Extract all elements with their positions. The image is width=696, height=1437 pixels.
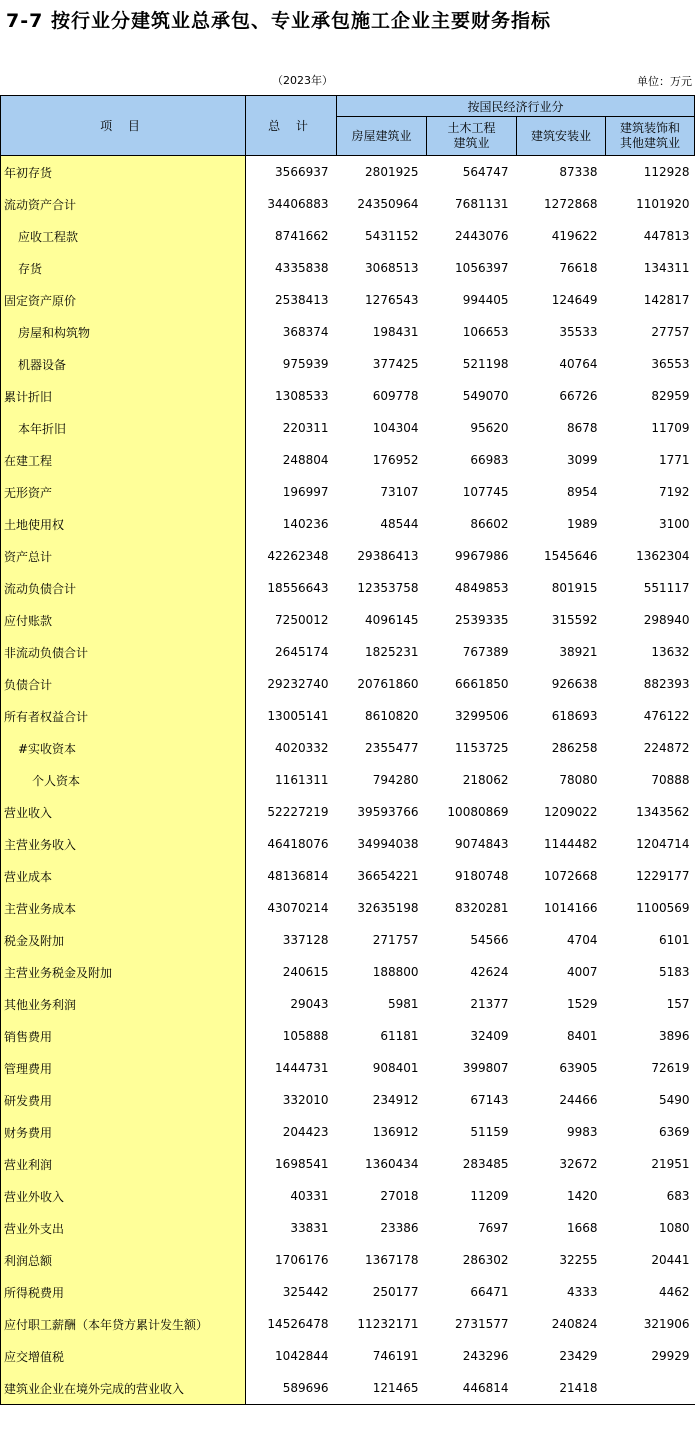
cell-value: 42624: [470, 965, 509, 979]
cell-value: 447813: [643, 229, 690, 243]
cell-value: 54566: [470, 933, 509, 947]
cell-value: 1209022: [544, 805, 598, 819]
table-row: [1, 412, 695, 444]
cell-value: 377425: [372, 357, 419, 371]
cell-value: 61181: [380, 1029, 419, 1043]
cell-value: 13005141: [267, 709, 329, 723]
cell-value: 32635198: [357, 901, 419, 915]
cell-value: 250177: [372, 1285, 419, 1299]
row-label: 房屋和构筑物: [1, 316, 246, 348]
cell-value: 3896: [658, 1029, 690, 1043]
cell-value: 95620: [470, 421, 509, 435]
cell-value: 1080: [658, 1221, 690, 1235]
cell-value: 11709: [651, 421, 690, 435]
cell-value: 794280: [372, 773, 419, 787]
row-label: 营业外支出: [1, 1212, 246, 1244]
cell-value: 29043: [290, 997, 329, 1011]
cell-value: 12353758: [357, 581, 419, 595]
table-row: [1, 476, 695, 508]
cell-value: 105888: [282, 1029, 329, 1043]
cell-value: 234912: [372, 1093, 419, 1107]
cell-value: 104304: [372, 421, 419, 435]
cell-value: 63905: [559, 1061, 598, 1075]
table-row: [1, 1372, 695, 1405]
cell-value: 4007: [566, 965, 598, 979]
cell-value: 18556643: [267, 581, 329, 595]
cell-value: 29929: [651, 1349, 690, 1363]
row-label: 流动负债合计: [1, 572, 246, 604]
row-label: 非流动负债合计: [1, 636, 246, 668]
cell-value: 14526478: [267, 1317, 329, 1331]
cell-value: 121465: [337, 1372, 427, 1405]
cell-value: 1706176: [275, 1253, 329, 1267]
cell-value: 5981: [387, 997, 419, 1011]
row-label: 其他业务利润: [1, 988, 246, 1020]
cell-value: 3099: [566, 453, 598, 467]
cell-value: 27757: [651, 325, 690, 339]
cell-value: 4333: [566, 1285, 598, 1299]
cell-value: 1362304: [636, 549, 690, 563]
row-label: 资产总计: [1, 540, 246, 572]
row-label: 营业成本: [1, 860, 246, 892]
table-header: [1, 96, 695, 156]
cell-value: 29232740: [267, 677, 329, 691]
header-line: 建筑业: [453, 136, 490, 150]
column-header-building: [337, 117, 427, 156]
cell-value: 220311: [282, 421, 329, 435]
header-line: 土木工程: [447, 121, 496, 135]
cell-value: 9967986: [455, 549, 509, 563]
cell-value: 9983: [566, 1125, 598, 1139]
column-header-decoration-other: [606, 117, 695, 156]
cell-value: 9074843: [455, 837, 509, 851]
table-row: [1, 1148, 695, 1180]
cell-value: 551117: [643, 581, 690, 595]
row-label: 存货: [1, 252, 246, 284]
cell-value: 43070214: [267, 901, 329, 915]
cell-value: 926638: [551, 677, 598, 691]
cell-value: 142817: [643, 293, 690, 307]
cell-value: 20761860: [357, 677, 419, 691]
cell-value: 1014166: [544, 901, 598, 915]
cell-value: 21951: [651, 1157, 690, 1171]
cell-value: 66726: [559, 389, 598, 403]
cell-value: 1825231: [365, 645, 419, 659]
cell-value: 446814: [427, 1372, 517, 1405]
cell-value: 1343562: [636, 805, 690, 819]
cell-value: 1204714: [636, 837, 690, 851]
cell-value: 48544: [380, 517, 419, 531]
cell-value: 975939: [282, 357, 329, 371]
row-label: 所得税费用: [1, 1276, 246, 1308]
cell-value: 2539335: [455, 613, 509, 627]
row-label: 营业外收入: [1, 1180, 246, 1212]
cell-value: 5183: [658, 965, 690, 979]
row-label: #实收资本: [1, 732, 246, 764]
row-label: 主营业务成本: [1, 892, 246, 924]
cell-value: 4020332: [275, 741, 329, 755]
table-row: [1, 700, 695, 732]
cell-value: 66983: [470, 453, 509, 467]
row-label: 营业利润: [1, 1148, 246, 1180]
cell-value: 107745: [462, 485, 509, 499]
cell-value: 188800: [372, 965, 419, 979]
cell-value: 176952: [372, 453, 419, 467]
cell-value: 11209: [470, 1189, 509, 1203]
row-label: 营业收入: [1, 796, 246, 828]
cell-value: 1308533: [275, 389, 329, 403]
cell-value: 8678: [566, 421, 598, 435]
cell-value: 23429: [559, 1349, 598, 1363]
cell-value: 7192: [658, 485, 690, 499]
table-row: [1, 188, 695, 220]
cell-value: 10080869: [447, 805, 509, 819]
cell-value: 2731577: [455, 1317, 509, 1331]
row-label: 管理费用: [1, 1052, 246, 1084]
table-row: [1, 860, 695, 892]
cell-value: 5490: [658, 1093, 690, 1107]
cell-value: 33831: [290, 1221, 329, 1235]
cell-value: 1072668: [544, 869, 598, 883]
header-line: 其他建筑业: [620, 136, 681, 150]
row-label: 机器设备: [1, 348, 246, 380]
row-label: 利润总额: [1, 1244, 246, 1276]
row-label: 主营业务收入: [1, 828, 246, 860]
row-label: 应付账款: [1, 604, 246, 636]
cell-value: 4335838: [275, 261, 329, 275]
cell-value: 1444731: [275, 1061, 329, 1075]
cell-value: 419622: [551, 229, 598, 243]
page-title: 7-7 按行业分建筑业总承包、专业承包施工企业主要财务指标: [6, 10, 551, 32]
cell-value: 106653: [462, 325, 509, 339]
cell-value: 82959: [651, 389, 690, 403]
cell-value: 32255: [559, 1253, 598, 1267]
cell-value: 86602: [470, 517, 509, 531]
cell-value: 198431: [372, 325, 419, 339]
cell-value: 2355477: [365, 741, 419, 755]
cell-value: 67143: [470, 1093, 509, 1107]
cell-value: 76618: [559, 261, 598, 275]
row-label: 应收工程款: [1, 220, 246, 252]
table-row: [1, 1244, 695, 1276]
row-label: 所有者权益合计: [1, 700, 246, 732]
cell-value: 78080: [559, 773, 598, 787]
cell-value: 40331: [290, 1189, 329, 1203]
cell-value: 46418076: [267, 837, 329, 851]
cell-value: 2645174: [275, 645, 329, 659]
cell-value: 8610820: [365, 709, 419, 723]
cell-value: 42262348: [267, 549, 329, 563]
cell-value: 21418: [517, 1372, 606, 1405]
cell-value: 24350964: [357, 197, 419, 211]
table-row: [1, 764, 695, 796]
cell-value: 321906: [643, 1317, 690, 1331]
cell-value: 87338: [559, 165, 598, 179]
row-label: 本年折旧: [1, 412, 246, 444]
table-row: [1, 444, 695, 476]
table-row: [1, 1212, 695, 1244]
cell-value: 3068513: [365, 261, 419, 275]
cell-value: 9180748: [455, 869, 509, 883]
cell-value: [606, 1372, 695, 1405]
cell-value: 399807: [462, 1061, 509, 1075]
cell-value: 521198: [462, 357, 509, 371]
cell-value: 332010: [282, 1093, 329, 1107]
cell-value: 3100: [658, 517, 690, 531]
cell-value: 11232171: [357, 1317, 419, 1331]
cell-value: 2538413: [275, 293, 329, 307]
cell-value: 6101: [658, 933, 690, 947]
cell-value: 286302: [462, 1253, 509, 1267]
cell-value: 801915: [551, 581, 598, 595]
cell-value: 48136814: [267, 869, 329, 883]
cell-value: 3566937: [275, 165, 329, 179]
table-row: [1, 1276, 695, 1308]
table-row: [1, 828, 695, 860]
cell-value: 283485: [462, 1157, 509, 1171]
table-row: [1, 252, 695, 284]
table-row: [1, 508, 695, 540]
cell-value: 609778: [372, 389, 419, 403]
cell-value: 476122: [643, 709, 690, 723]
cell-value: 298940: [643, 613, 690, 627]
table-row: [1, 156, 695, 189]
cell-value: 1056397: [455, 261, 509, 275]
cell-value: 1545646: [544, 549, 598, 563]
unit-label: 单位：万元: [637, 75, 692, 88]
cell-value: 767389: [462, 645, 509, 659]
cell-value: 7697: [477, 1221, 509, 1235]
cell-value: 1100569: [636, 901, 690, 915]
cell-value: 882393: [643, 677, 690, 691]
row-label: 财务费用: [1, 1116, 246, 1148]
cell-value: 248804: [282, 453, 329, 467]
cell-value: 5431152: [365, 229, 419, 243]
cell-value: 38921: [559, 645, 598, 659]
table-row: [1, 732, 695, 764]
cell-value: 136912: [372, 1125, 419, 1139]
cell-value: 618693: [551, 709, 598, 723]
cell-value: 34994038: [357, 837, 419, 851]
table-row: [1, 348, 695, 380]
cell-value: 196997: [282, 485, 329, 499]
row-label: 在建工程: [1, 444, 246, 476]
header-line: 建筑装饰和: [620, 121, 681, 135]
cell-value: 70888: [651, 773, 690, 787]
row-label: 累计折旧: [1, 380, 246, 412]
cell-value: 72619: [651, 1061, 690, 1075]
cell-value: 13632: [651, 645, 690, 659]
cell-value: 1668: [566, 1221, 598, 1235]
cell-value: 124649: [551, 293, 598, 307]
table-row: [1, 380, 695, 412]
row-label: 无形资产: [1, 476, 246, 508]
year-label: （2023年）: [272, 74, 333, 87]
table-row: [1, 924, 695, 956]
cell-value: 157: [666, 997, 690, 1011]
column-header-civil-engineering: [427, 117, 517, 156]
cell-value: 4462: [658, 1285, 690, 1299]
cell-value: 23386: [380, 1221, 419, 1235]
cell-value: 1698541: [275, 1157, 329, 1171]
table-row: [1, 220, 695, 252]
table-row: [1, 1020, 695, 1052]
table-row: [1, 1340, 695, 1372]
row-label: 建筑业企业在境外完成的营业收入: [1, 1372, 246, 1405]
cell-value: 325442: [282, 1285, 329, 1299]
table-row: [1, 892, 695, 924]
cell-value: 52227219: [267, 805, 329, 819]
cell-value: 286258: [551, 741, 598, 755]
cell-value: 8954: [566, 485, 598, 499]
cell-value: 7681131: [455, 197, 509, 211]
cell-value: 271757: [372, 933, 419, 947]
column-header-installation: [517, 117, 606, 156]
cell-value: 240615: [282, 965, 329, 979]
cell-value: 4704: [566, 933, 598, 947]
cell-value: 337128: [282, 933, 329, 947]
row-label: 应付职工薪酬（本年贷方累计发生额）: [1, 1308, 246, 1340]
column-header-total: 总 计: [246, 96, 337, 156]
cell-value: 3299506: [455, 709, 509, 723]
cell-value: 6369: [658, 1125, 690, 1139]
table-body: [1, 156, 695, 1405]
row-label: 年初存货: [1, 156, 246, 189]
cell-value: 1042844: [275, 1349, 329, 1363]
cell-value: 2801925: [365, 165, 419, 179]
row-label: 个人资本: [1, 764, 246, 796]
cell-value: 243296: [462, 1349, 509, 1363]
row-label: 税金及附加: [1, 924, 246, 956]
cell-value: 66471: [470, 1285, 509, 1299]
cell-value: 8401: [566, 1029, 598, 1043]
row-label: 销售费用: [1, 1020, 246, 1052]
cell-value: 218062: [462, 773, 509, 787]
table-row: [1, 540, 695, 572]
cell-value: 1360434: [365, 1157, 419, 1171]
cell-value: 589696: [246, 1372, 337, 1405]
cell-value: 140236: [282, 517, 329, 531]
table-row: [1, 316, 695, 348]
row-label: 研发费用: [1, 1084, 246, 1116]
cell-value: 1144482: [544, 837, 598, 851]
cell-value: 32409: [470, 1029, 509, 1043]
column-group-header: 按国民经济行业分: [337, 96, 695, 117]
cell-value: 51159: [470, 1125, 509, 1139]
cell-value: 4096145: [365, 613, 419, 627]
cell-value: 8320281: [455, 901, 509, 915]
cell-value: 1229177: [636, 869, 690, 883]
row-label: 土地使用权: [1, 508, 246, 540]
financial-indicators-table: [0, 95, 695, 1405]
cell-value: 39593766: [357, 805, 419, 819]
cell-value: 1771: [658, 453, 690, 467]
cell-value: 994405: [462, 293, 509, 307]
table-row: [1, 988, 695, 1020]
table-row: [1, 1116, 695, 1148]
cell-value: 36553: [651, 357, 690, 371]
cell-value: 112928: [643, 165, 690, 179]
table-row: [1, 796, 695, 828]
cell-value: 564747: [462, 165, 509, 179]
column-header-item: 项 目: [1, 96, 246, 156]
row-label: 固定资产原价: [1, 284, 246, 316]
cell-value: 34406883: [267, 197, 329, 211]
table-row: [1, 572, 695, 604]
cell-value: 35533: [559, 325, 598, 339]
header-line: 房屋建筑业: [351, 128, 412, 143]
cell-value: 204423: [282, 1125, 329, 1139]
table-row: [1, 1180, 695, 1212]
cell-value: 29386413: [357, 549, 419, 563]
table-row: [1, 284, 695, 316]
cell-value: 240824: [551, 1317, 598, 1331]
cell-value: 20441: [651, 1253, 690, 1267]
cell-value: 40764: [559, 357, 598, 371]
cell-value: 73107: [380, 485, 419, 499]
cell-value: 6661850: [455, 677, 509, 691]
cell-value: 549070: [462, 389, 509, 403]
cell-value: 24466: [559, 1093, 598, 1107]
cell-value: 368374: [282, 325, 329, 339]
table-row: [1, 956, 695, 988]
cell-value: 4849853: [455, 581, 509, 595]
cell-value: 1161311: [275, 773, 329, 787]
cell-value: 1276543: [365, 293, 419, 307]
cell-value: 8741662: [275, 229, 329, 243]
row-label: 负债合计: [1, 668, 246, 700]
cell-value: 21377: [470, 997, 509, 1011]
cell-value: 36654221: [357, 869, 419, 883]
row-label: 应交增值税: [1, 1340, 246, 1372]
cell-value: 1420: [566, 1189, 598, 1203]
cell-value: 1529: [566, 997, 598, 1011]
table-row: [1, 1052, 695, 1084]
row-label: 主营业务税金及附加: [1, 956, 246, 988]
cell-value: 1153725: [455, 741, 509, 755]
table-row: [1, 1084, 695, 1116]
cell-value: 683: [666, 1189, 690, 1203]
cell-value: 224872: [643, 741, 690, 755]
table-row: [1, 636, 695, 668]
cell-value: 746191: [372, 1349, 419, 1363]
table-row: [1, 604, 695, 636]
cell-value: 7250012: [275, 613, 329, 627]
table-row: [1, 668, 695, 700]
cell-value: 1989: [566, 517, 598, 531]
cell-value: 1101920: [636, 197, 690, 211]
cell-value: 1272868: [544, 197, 598, 211]
cell-value: 27018: [380, 1189, 419, 1203]
cell-value: 134311: [643, 261, 690, 275]
table-row: [1, 1308, 695, 1340]
cell-value: 908401: [372, 1061, 419, 1075]
row-label: 流动资产合计: [1, 188, 246, 220]
cell-value: 1367178: [365, 1253, 419, 1267]
header-line: 建筑安装业: [530, 128, 591, 143]
cell-value: 315592: [551, 613, 598, 627]
cell-value: 32672: [559, 1157, 598, 1171]
cell-value: 2443076: [455, 229, 509, 243]
